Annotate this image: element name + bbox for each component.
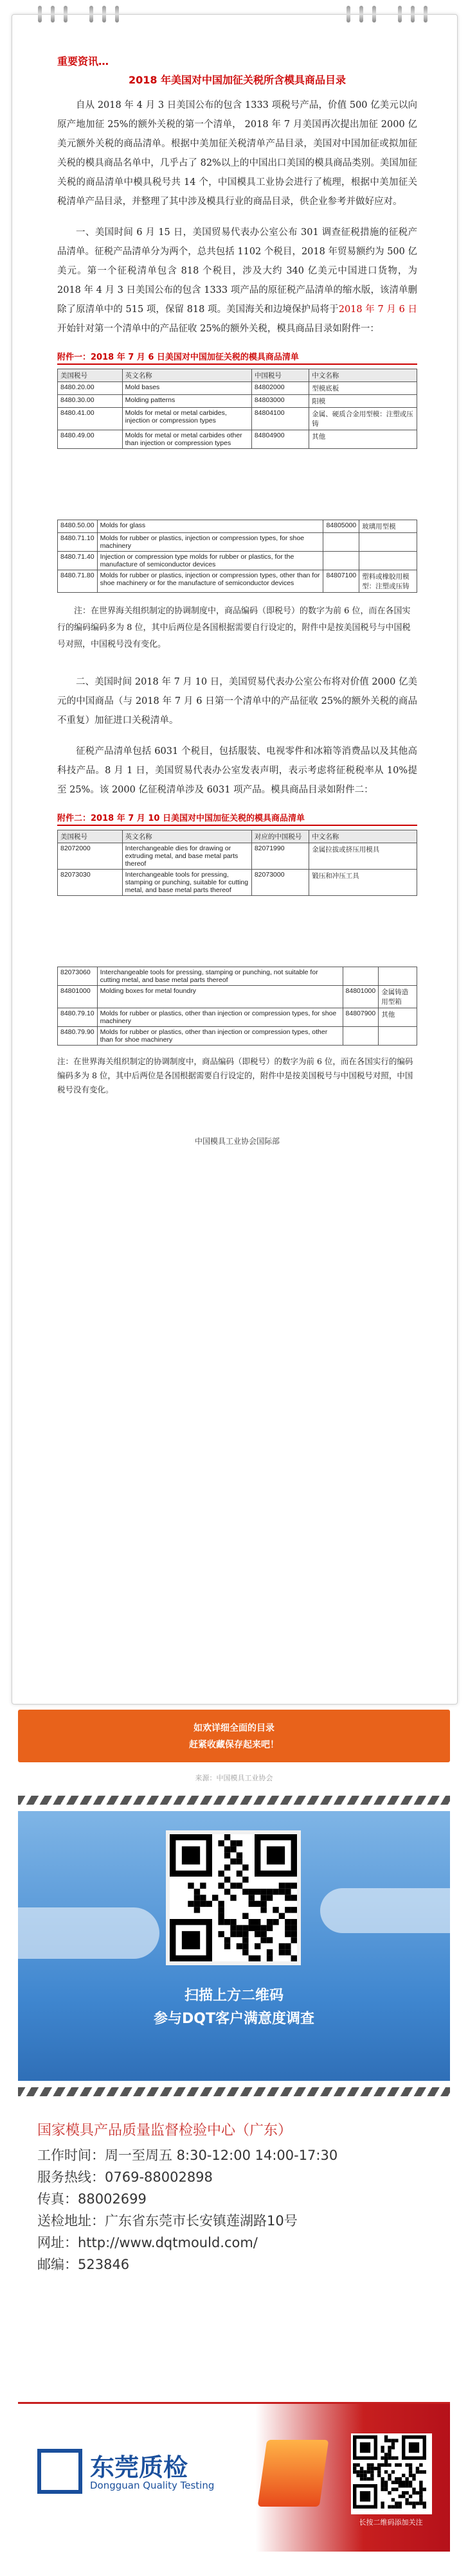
binder-ring bbox=[115, 6, 119, 22]
brand-name: 东莞质检 bbox=[90, 2453, 188, 2482]
website[interactable]: 网址：http://www.dqtmould.com/ bbox=[37, 2235, 258, 2250]
cell-en-name: Molds for glass bbox=[97, 520, 323, 533]
table-header-row bbox=[58, 369, 417, 382]
table-row bbox=[58, 1027, 417, 1046]
article-body bbox=[57, 53, 417, 1146]
cloud-decoration bbox=[18, 1907, 159, 1959]
cell-cn-name: 金属、硬质合金用型模：注塑或压铸 bbox=[309, 408, 417, 430]
table-row bbox=[58, 430, 417, 449]
binder-rings bbox=[12, 6, 457, 25]
cell-cn-code bbox=[343, 967, 379, 986]
date-highlight: 2018 年 7 月 6 日 bbox=[338, 304, 417, 315]
table-row bbox=[58, 520, 417, 533]
cell-cn-code: 84807100 bbox=[323, 570, 359, 593]
stripe-divider-top bbox=[18, 1796, 450, 1805]
cell-us-code: 82072000 bbox=[58, 843, 123, 870]
article-title: 2018 年美国对中国加征关税所含模具商品目录 bbox=[128, 74, 346, 86]
paragraph-intro: 自从 2018 年 4 月 3 日美国公布的包含 1333 项税号产品，价值 500 亿美元以向原产地加征 25%的额外关税的第一个清单， 2018 年 7 月美国再次提出加征 2000 亿美元额外关税的商品清单。根据中美加征关税清单产品目录，美国对中国加征或拟加征关税的模具商品名单中，几乎占了 82%以上的中国出口美国的模具商品类别。美国加征关税的商品清单中模具税号共 14 个，中国模具工业协会进行了梳理，根据中美加征关税清单产品目录，并整理了其中涉及模具行业的商品目录，供企业参考并做好应对。 bbox=[57, 100, 417, 207]
cell-cn-name bbox=[379, 1027, 417, 1046]
source-credit: 来源：中国模具工业协会 bbox=[195, 1774, 273, 1782]
save-banner bbox=[18, 1710, 450, 1762]
cell-cn-code: 82073000 bbox=[251, 870, 309, 896]
cell-us-code: 8480.71.40 bbox=[58, 552, 98, 570]
cell-us-code: 84801000 bbox=[58, 986, 98, 1008]
col-us-code: 美国税号 bbox=[58, 369, 123, 382]
org-name: 国家模具产品质量监督检验中心（广东） bbox=[37, 2123, 292, 2139]
cell-cn-name: 玻璃用型模 bbox=[359, 520, 417, 533]
cell-us-code: 8480.20.00 bbox=[58, 382, 123, 395]
paragraph-scope: 征税产品清单包括 6031 个税目，包括服装、电视零件和冰箱等消费品以及其他高科技产品。8 月 1 日，美国贸易代表办公室发表声明，表示考虑将征税税率从 10%提至 25%。该 2000 亿征税清单涉及 6031 项产品。模具商品目录如附件二： bbox=[57, 746, 417, 795]
article-card bbox=[12, 14, 458, 1704]
cell-cn-code: 84807900 bbox=[343, 1008, 379, 1027]
table-row bbox=[58, 986, 417, 1008]
cell-cn-code bbox=[323, 533, 359, 552]
cell-us-code: 8480.71.80 bbox=[58, 570, 98, 593]
cell-en-name: Molds for rubber or plastics, other than injection or compression types, for shoe machinery bbox=[97, 1008, 343, 1027]
table-row bbox=[58, 408, 417, 430]
paragraph-second-list: 二、美国时间 2018 年 7 月 10 日，美国贸易代表办公室公布将对价值 2000 亿美元的中国商品（与 2018 年 7 月 6 日第一个清单中的产品征收 25%的额外关税的商品不重复）加征进口关税清单。 bbox=[57, 677, 417, 726]
cell-en-name: Interchangeable dies for drawing or extruding metal, and base metal parts thereof bbox=[122, 843, 251, 870]
binder-ring bbox=[398, 6, 402, 22]
kicker: 重要资讯… bbox=[57, 55, 109, 67]
note-2: 注：在世界海关组织制定的协调制度中，商品编码（即税号）的数字为前 6 位，而在各国实行的编码编码多为 8 位，其中后两位是各国根据需要自行设定的，附件中是按美国税号与中国税号对照，中国税号没有变化。 bbox=[57, 1056, 413, 1094]
cell-cn-name: 阳模 bbox=[309, 395, 417, 408]
survey-qr-code[interactable] bbox=[166, 1830, 301, 1965]
cell-cn-name: 锻压和冲压工具 bbox=[309, 870, 417, 896]
cell-cn-code: 84802000 bbox=[251, 382, 309, 395]
cell-en-name: Molds for rubber or plastics, other than injection or compression types, other than for shoe machinery bbox=[97, 1027, 343, 1046]
table-row bbox=[58, 382, 417, 395]
cell-cn-code: 84803000 bbox=[251, 395, 309, 408]
address: 送检地址：广东省东莞市长安镇莲湖路10号 bbox=[37, 2213, 298, 2229]
binder-ring bbox=[411, 6, 415, 22]
binder-ring bbox=[38, 6, 42, 22]
table-row bbox=[58, 967, 417, 986]
service-hotline: 服务热线：0769-88002898 bbox=[37, 2169, 213, 2185]
cell-en-name: Molds for rubber or plastics, injection or compression types, for shoe machinery bbox=[97, 533, 323, 552]
annex1-table-part1 bbox=[57, 369, 417, 449]
table-header-row bbox=[58, 830, 417, 843]
cell-cn-name: 型模底板 bbox=[309, 382, 417, 395]
cell-cn-code: 84805000 bbox=[323, 520, 359, 533]
table-row bbox=[58, 1008, 417, 1027]
table-row bbox=[58, 870, 417, 896]
table-row bbox=[58, 395, 417, 408]
table-row bbox=[58, 552, 417, 570]
table-row bbox=[58, 570, 417, 593]
cell-cn-name bbox=[379, 967, 417, 986]
binder-ring bbox=[424, 6, 428, 22]
table-row bbox=[58, 843, 417, 870]
cell-en-name: Molding boxes for metal foundry bbox=[97, 986, 343, 1008]
cloud-decoration bbox=[320, 1888, 450, 1933]
col-cn-name: 中文名称 bbox=[309, 830, 417, 843]
qr-icon bbox=[170, 1834, 297, 1961]
table-row bbox=[58, 533, 417, 552]
cell-us-code: 8480.41.00 bbox=[58, 408, 123, 430]
binder-ring bbox=[102, 6, 106, 22]
work-hours: 工作时间：周一至周五 8:30-12:00 14:00-17:30 bbox=[37, 2148, 338, 2163]
cell-us-code: 8480.30.00 bbox=[58, 395, 123, 408]
cell-cn-name: 金属铸造用型箱 bbox=[379, 986, 417, 1008]
emblem-icon bbox=[258, 2440, 329, 2507]
col-us-code: 美国税号 bbox=[58, 830, 123, 843]
cell-cn-name: 其他 bbox=[379, 1008, 417, 1027]
postcode: 邮编：523846 bbox=[37, 2257, 130, 2272]
annex1-title: 附件一：2018 年 7 月 6 日美国对中国加征关税的模具商品清单 bbox=[57, 350, 417, 365]
binder-ring bbox=[359, 6, 363, 22]
cell-cn-name: 金属拉拔或挤压用模具 bbox=[309, 843, 417, 870]
banner-line2: 赶紧收藏保存起来吧！ bbox=[189, 1740, 279, 1750]
dqt-logo-icon bbox=[37, 2449, 82, 2494]
annex1-table-part2 bbox=[57, 520, 417, 593]
col-en-name: 英文名称 bbox=[122, 830, 251, 843]
col-cn-code: 中国税号 bbox=[251, 369, 309, 382]
cell-en-name: Molds for metal or metal carbides, injection or compression types bbox=[122, 408, 251, 430]
cell-en-name: Injection or compression type molds for rubber or plastics, for the manufacture of semiconductor devices bbox=[97, 552, 323, 570]
binder-ring bbox=[64, 6, 68, 22]
stripe-divider-bottom bbox=[18, 2087, 450, 2096]
brand-name-en: Dongguan Quality Testing bbox=[90, 2480, 215, 2491]
cell-cn-name: 其他 bbox=[309, 430, 417, 449]
col-cn-name: 中文名称 bbox=[309, 369, 417, 382]
footer-brand bbox=[18, 2402, 450, 2552]
cell-cn-code bbox=[343, 1027, 379, 1046]
cell-cn-name bbox=[359, 552, 417, 570]
cell-us-code: 8480.71.10 bbox=[58, 533, 98, 552]
banner-line1: 如欢详细全面的目录 bbox=[194, 1723, 274, 1733]
binder-ring bbox=[372, 6, 376, 22]
binder-ring bbox=[89, 6, 93, 22]
page-break bbox=[57, 449, 417, 520]
qr-label: 长按二维码添加关注 bbox=[359, 2518, 423, 2527]
cell-cn-code bbox=[323, 552, 359, 570]
col-cn-code: 对应的中国税号 bbox=[251, 830, 309, 843]
cell-en-name: Interchangeable tools for pressing, stamping or punching, not suitable for cutting metal, and base metal parts thereof bbox=[97, 967, 343, 986]
follow-qr-code[interactable] bbox=[351, 2433, 432, 2514]
cell-cn-code: 84804900 bbox=[251, 430, 309, 449]
annex2-table-part1 bbox=[57, 830, 417, 896]
col-en-name: 英文名称 bbox=[122, 369, 251, 382]
page-break bbox=[57, 896, 417, 967]
cell-us-code: 8480.79.10 bbox=[58, 1008, 98, 1027]
note-1: 注：在世界海关组织制定的协调制度中，商品编码（即税号）的数字为前 6 位，而在各国实行的编码编码多为 8 位，其中后两位是各国根据需要自行设定的，附件中是按美国税号与中国税号对照，中国税号没有变化。 bbox=[57, 606, 411, 649]
cell-en-name: Molding patterns bbox=[122, 395, 251, 408]
cell-cn-code: 82071990 bbox=[251, 843, 309, 870]
cell-en-name: Interchangeable tools for pressing, stamping or punching, suitable for cutting metal, and base metal parts thereof bbox=[122, 870, 251, 896]
cell-cn-code: 84801000 bbox=[343, 986, 379, 1008]
cell-en-name: Molds for rubber or plastics, injection or compression types, other than for shoe machinery or for the manufacture of semiconductor devices bbox=[97, 570, 323, 593]
cell-cn-code: 84804100 bbox=[251, 408, 309, 430]
paragraph-first-list: 一、美国时间 6 月 15 日，美国贸易代表办公室公布 301 调查征税措施的征税产品清单。征税产品清单分为两个，总共包括 1102 个税目，2018 年贸易额约为 500 亿美元。第一个征税清单包含 818 个税目，涉及大约 340 亿美元中国进口货物，为 2018 年 4 月 3 日美国公布的包含 1333 项产品的原征税产品清单的缩水版，该清单删除了原清单中的 515 项，保留 818 项。美国海关和边境保护局将于2018 年 7 月 6 日开始针对第一个清单中的产品征收 25%的额外关税，模具商品目录如附件一： bbox=[57, 227, 417, 334]
annex2-table-part2 bbox=[57, 967, 417, 1046]
annex2-title: 附件二：2018 年 7 月 10 日美国对中国加征关税的模具商品清单 bbox=[57, 811, 417, 826]
binder-ring bbox=[51, 6, 55, 22]
cell-us-code: 8480.49.00 bbox=[58, 430, 123, 449]
binder-ring bbox=[346, 6, 350, 22]
survey-panel bbox=[18, 1811, 450, 2081]
cell-us-code: 82073060 bbox=[58, 967, 98, 986]
fax: 传真：88002699 bbox=[37, 2191, 147, 2207]
survey-line2: 参与DQT客户满意度调查 bbox=[154, 2011, 314, 2027]
survey-line1: 扫描上方二维码 bbox=[184, 1988, 284, 2004]
cell-us-code: 8480.50.00 bbox=[58, 520, 98, 533]
cell-us-code: 8480.79.90 bbox=[58, 1027, 98, 1046]
cell-cn-name: 塑料或橡胶用模型：注塑或压铸 bbox=[359, 570, 417, 593]
signature: 中国模具工业协会国际部 bbox=[194, 1137, 280, 1146]
cell-en-name: Mold bases bbox=[122, 382, 251, 395]
cell-cn-name bbox=[359, 533, 417, 552]
qr-icon bbox=[353, 2435, 426, 2509]
cell-us-code: 82073030 bbox=[58, 870, 123, 896]
cell-en-name: Molds for metal or metal carbides other than injection or compression types bbox=[122, 430, 251, 449]
contact-block bbox=[37, 2119, 436, 2275]
